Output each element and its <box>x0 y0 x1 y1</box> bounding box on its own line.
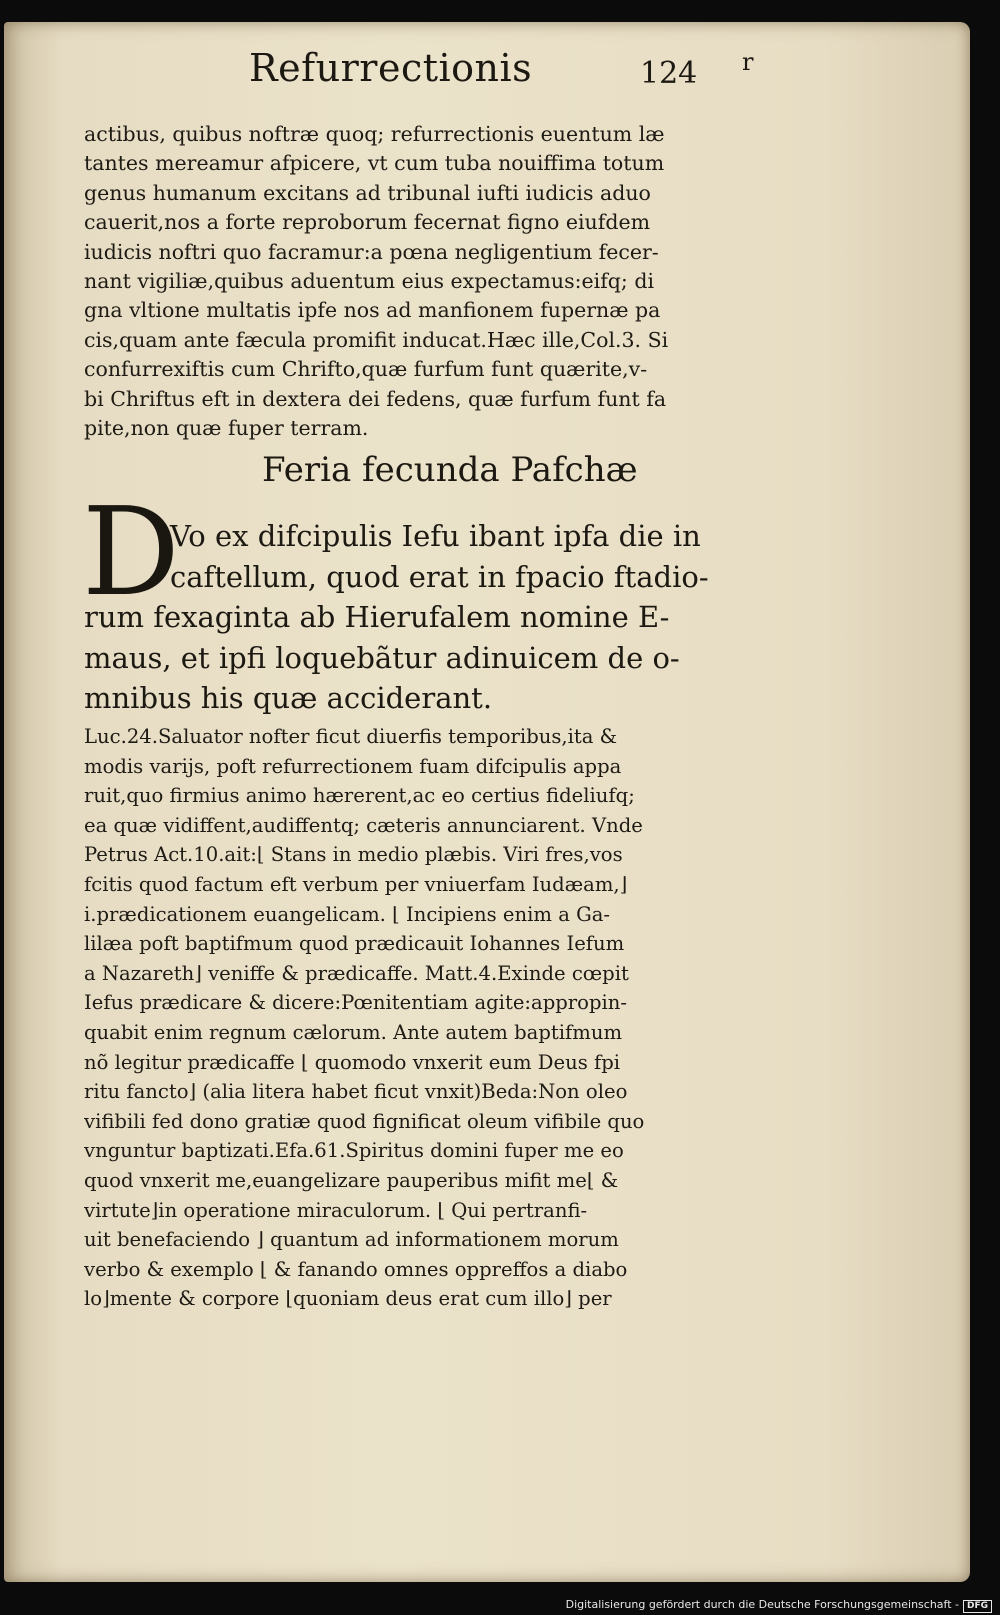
text-line: lo⌋mente & corpore ⌊quoniam deus erat cum illo⌋ per <box>84 1287 612 1311</box>
text-line: a Nazareth⌋ veniffe & prædicaffe. Matt.4.Exinde cœpit <box>84 961 629 985</box>
section-heading: Feria fecunda Pafchæ <box>262 450 638 490</box>
gospel-passage <box>84 516 784 719</box>
text-line: vifibili fed dono gratiæ quod fignificat oleum vifibile quo <box>84 1109 645 1133</box>
book-page <box>4 22 970 1582</box>
text-line: nõ legitur prædicaffe ⌊ quomodo vnxerit eum Deus fpi <box>84 1050 621 1074</box>
page-number: 124 <box>640 56 698 91</box>
text-line: gna vltione multatis ipfe nos ad manfionem fupernæ pa <box>84 298 661 323</box>
gospel-line: caftellum, quod erat in fpacio ftadio- <box>170 559 709 594</box>
text-block-commentary <box>84 722 784 1314</box>
credit-text: Digitalisierung gefördert durch die Deutsche Forschungsgemeinschaft - <box>565 1598 959 1611</box>
text-line: cauerit,nos a forte reproborum fecernat figno eiufdem <box>84 210 651 235</box>
text-line: Luc.24.Saluator nofter ficut diuerfis temporibus,ita & <box>84 725 618 748</box>
text-line: ruit,quo firmius animo hærerent,ac eo certius fideliufq; <box>84 784 635 808</box>
text-line: confurrexiftis cum Chrifto,quæ furfum funt quærite,v- <box>84 357 648 382</box>
digitization-credit <box>566 1598 992 1613</box>
text-line: vnguntur baptizati.Efa.61.Spiritus domini fuper me eo <box>84 1139 624 1163</box>
gospel-line: rum fexaginta ab Hierufalem nomine E- <box>84 600 670 634</box>
text-line: tantes mereamur afpicere, vt cum tuba nouiffima totum <box>84 151 665 176</box>
text-block-continuation <box>84 120 784 443</box>
gospel-line: Vo ex difcipulis Iefu ibant ipfa die in <box>170 519 701 553</box>
text-line: modis varijs, poft refurrectionem fuam difcipulis appa <box>84 754 622 778</box>
text-line: ea quæ vidiffent,audiffentq; cæteris annunciarent. Vnde <box>84 813 643 837</box>
gospel-line: maus, et ipfi loquebãtur adinuicem de o- <box>84 640 680 675</box>
text-line: ritu fancto⌋ (alia litera habet ficut vnxit)Beda:Non oleo <box>84 1080 628 1104</box>
page-mark: r <box>742 48 754 76</box>
text-line: quabit enim regnum cælorum. Ante autem baptifmum <box>84 1020 623 1044</box>
text-line: bi Chriftus eft in dextera dei fedens, quæ furfum funt fa <box>84 386 667 411</box>
gospel-line: mnibus his quæ acciderant. <box>84 681 493 715</box>
text-line: uit benefaciendo ⌋ quantum ad informationem morum <box>84 1228 619 1252</box>
running-head: Refurrectionis <box>249 46 533 90</box>
text-line: Iefus prædicare & dicere:Pœnitentiam agite:appropin- <box>84 991 627 1015</box>
text-line: pite,non quæ fuper terram. <box>84 416 369 441</box>
text-line: iudicis noftri quo facramur:a pœna negligentium fecer- <box>84 239 659 264</box>
text-line: lilæa poft baptifmum quod prædicauit Iohannes Iefum <box>84 932 625 956</box>
drop-cap-initial: D <box>82 481 180 623</box>
text-line: quod vnxerit me,euangelizare pauperibus mifit me⌊ & <box>84 1168 619 1192</box>
text-line: cis,quam ante fæcula promifit inducat.Hæc ille,Col.3. Si <box>84 327 669 352</box>
text-line: fcitis quod factum eft verbum per vniuerfam Iudæam,⌋ <box>84 872 628 896</box>
text-line: virtute⌋in operatione miraculorum. ⌊ Qui pertranfi- <box>84 1198 588 1222</box>
text-line: actibus, quibus noftræ quoq; refurrectionis euentum læ <box>84 122 665 146</box>
text-line: nant vigiliæ,quibus aduentum eius expectamus:eifq; di <box>84 269 655 294</box>
dfg-logo: DFG <box>963 1600 992 1613</box>
text-line: Petrus Act.10.ait:⌊ Stans in medio plæbis. Viri fres,vos <box>84 843 623 867</box>
text-line: verbo & exemplo ⌊ & fanando omnes oppreffos a diabo <box>84 1257 628 1281</box>
text-line: i.prædicationem euangelicam. ⌊ Incipiens enim a Ga- <box>84 902 611 926</box>
text-line: genus humanum excitans ad tribunal iufti iudicis aduo <box>84 180 651 205</box>
